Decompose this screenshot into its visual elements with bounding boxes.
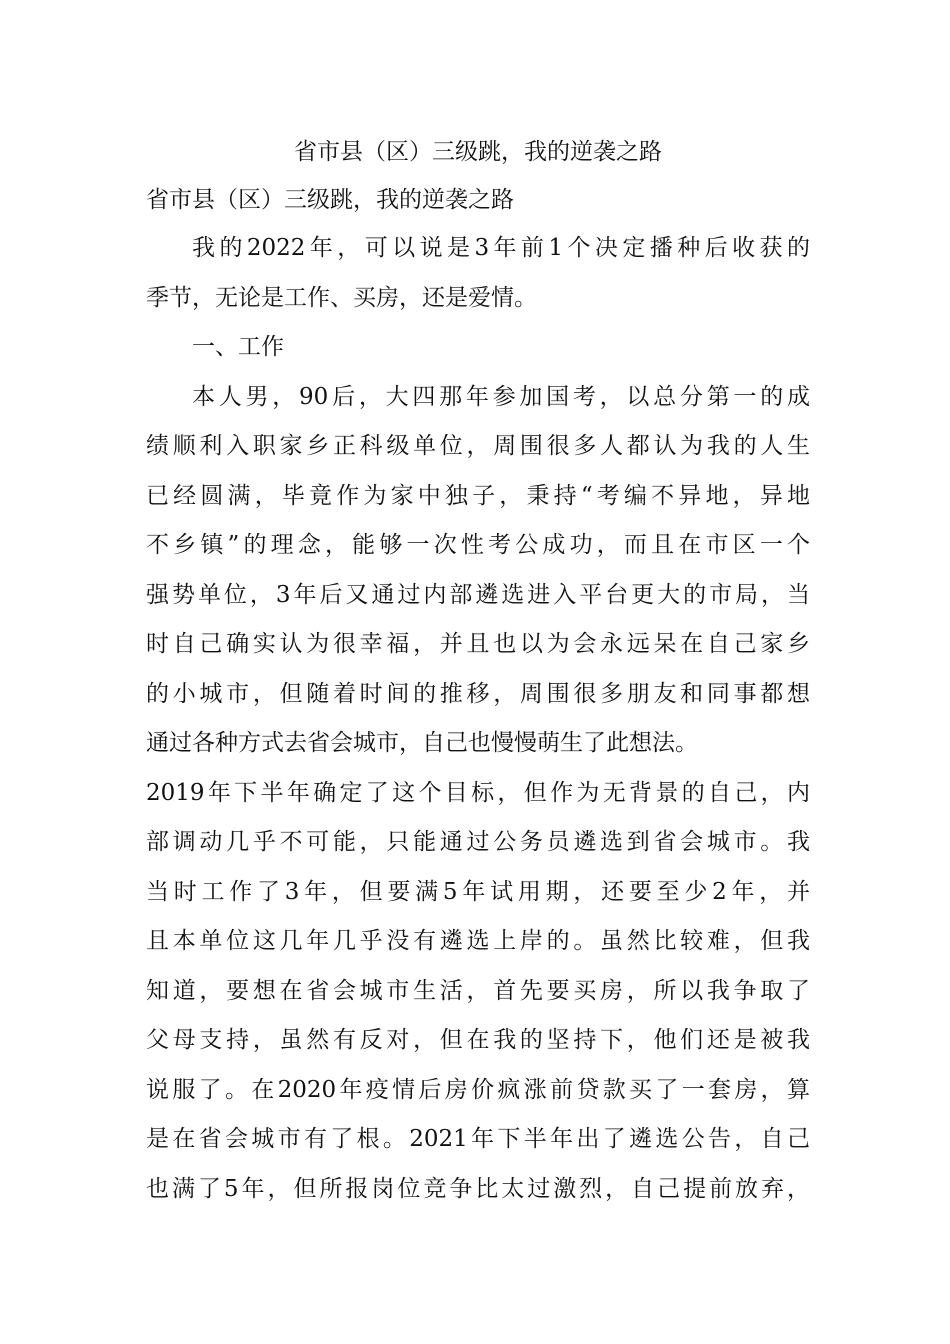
body-line: 说服了。在2020年疫情后房价疯涨前贷款买了一套房，算 [146,1076,810,1103]
body-line: 时自己确实认为很幸福，并且也以为会永远呆在自己家乡 [146,631,810,657]
body-line: 通过各种方式去省会城市，自己也慢慢萌生了此想法。 [146,730,698,756]
intro-paragraph [146,224,810,323]
body-line: 不乡镇”的理念，能够一次性考公成功，而且在市区一个 [146,532,810,558]
body-line: 本人男，90后，大四那年参加国考，以总分第一的成 [192,383,810,410]
body-line: 父母支持，虽然有反对，但在我的坚持下，他们还是被我 [146,1027,810,1053]
document-title: 省市县（区）三级跳，我的逆袭之路 [294,139,662,165]
body-line: 部调动几乎不可能，只能通过公务员遴选到省会城市。我 [146,829,810,855]
body-line: 是在省会城市有了根。2021年下半年出了遴选公告，自己 [146,1126,810,1152]
document-content [146,128,810,1214]
body-line: 的小城市，但随着时间的推移，周围很多朋友和同事都想 [146,680,810,707]
body-line: 且本单位这几年几乎没有遴选上岸的。虽然比较难，但我 [146,928,810,954]
body-line: 知道，要想在省会城市生活，首先要买房，所以我争取了 [146,977,810,1004]
body-line: 也满了5年，但所报岗位竞争比太过激烈，自己提前放弃， [146,1175,810,1202]
body-line: 强势单位，3年后又通过内部遴选进入平台更大的市局，当 [146,581,810,608]
work-paragraph [146,373,810,1215]
body-line: 2019年下半年确定了这个目标，但作为无背景的自己，内 [146,779,810,806]
intro-line: 我的2022年，可以说是3年前1个决定播种后收获的 [192,235,810,261]
section-heading-work: 一、工作 [192,334,284,360]
intro-line: 季节，无论是工作、买房，还是爱情。 [146,284,537,311]
body-line: 已经圆满，毕竟作为家中独子，秉持“考编不异地，异地 [146,482,810,509]
body-line: 当时工作了3年，但要满5年试用期，还要至少2年，并 [146,878,810,905]
document-subtitle: 省市县（区）三级跳，我的逆袭之路 [146,187,514,213]
body-line: 绩顺利入职家乡正科级单位，周围很多人都认为我的人生 [146,433,810,459]
